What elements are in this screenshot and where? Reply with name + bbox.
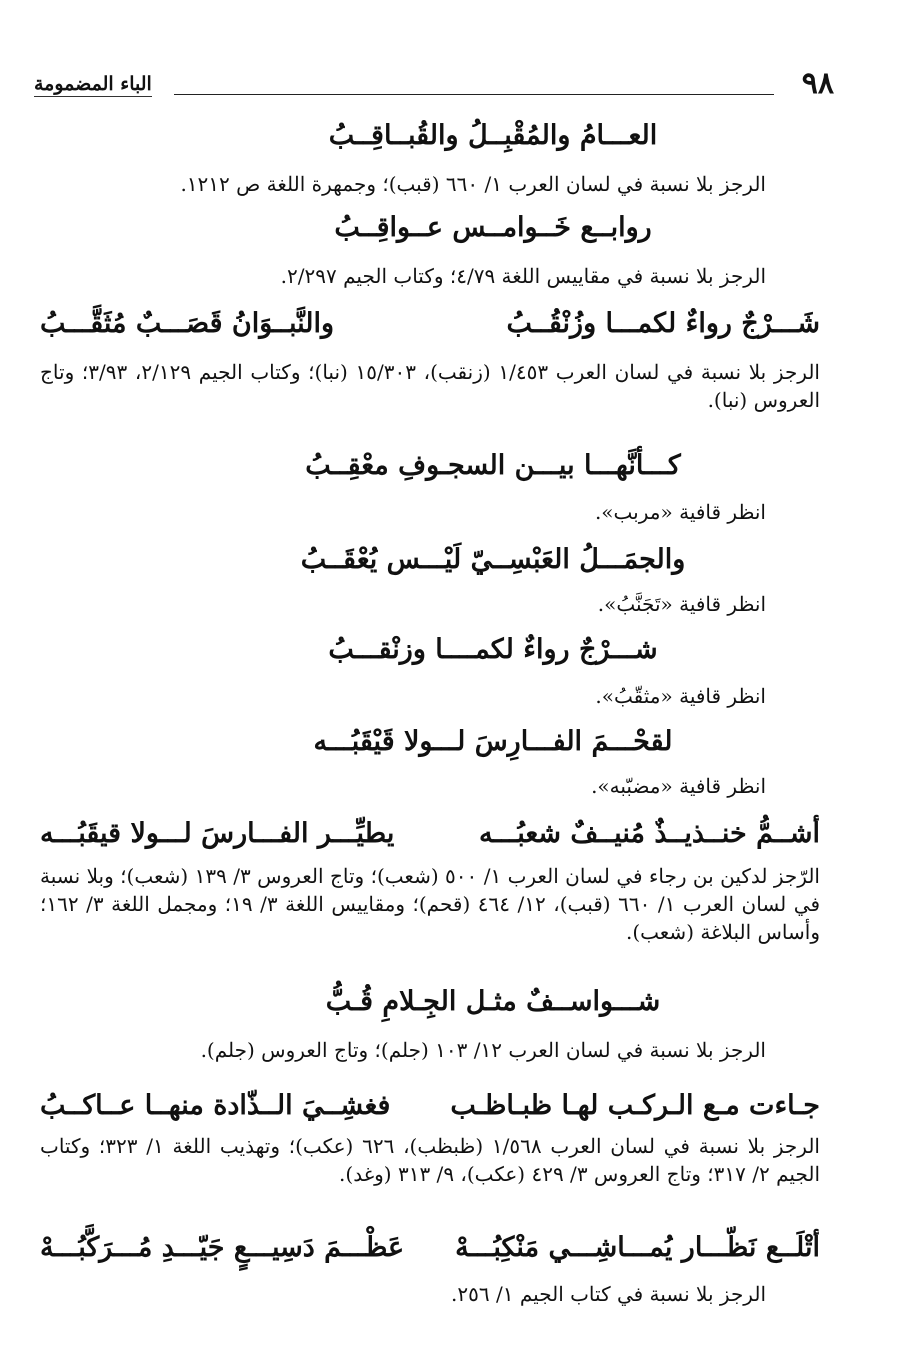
citation-note: الرجز بلا نسبة في لسان العرب ١٢/ ١٠٣ (جلم)؛ وتاج العروس (جلم). bbox=[200, 1038, 766, 1062]
verse-couplet bbox=[40, 306, 820, 342]
verse-line: شـــرْجٌ رواءٌ لكمــــا وزنْقـــبُ bbox=[328, 634, 658, 665]
running-title: الباء المضمومة bbox=[34, 73, 152, 95]
verse-line: كـــأنَّهـــا بيـــن السجـوفِ معْقِــبُ bbox=[305, 450, 681, 481]
citation-note: الرجز بلا نسبة في لسان العرب ١/ ٦٦٠ (قبب)؛ وجمهرة اللغة ص ١٢١٢. bbox=[180, 172, 766, 196]
cross-reference-note: انظر قافية «مثقّبُ». bbox=[595, 684, 766, 708]
citation-note: الرجز بلا نسبة في مقاييس اللغة ٤/٧٩؛ وكتاب الجيم ٢/٢٩٧. bbox=[280, 264, 766, 288]
hemistich-right: جـاءت مـع الـركـب لهـا ظبـاظـب bbox=[450, 1090, 820, 1121]
hemistich-right: شَـــرْجٌ رواءٌ لكمـــا وزُنْقُــبُ bbox=[506, 308, 820, 339]
verse-line: لقحْـــمَ الفـــارِسَ لـــولا قَيْقَبُـــه bbox=[313, 726, 673, 757]
page-header bbox=[34, 66, 834, 106]
citation-note: الرجز بلا نسبة في لسان العرب ١/٥٦٨ (ظبظب)، ٦٢٦ (عكب)؛ وتهذيب اللغة ١/ ٣٢٣؛ وكتاب الجيم ٢/ ٣١٧؛ وتاج العروس ٣/ ٤٢٩ (عكب)، ٩/ ٣١٣ (وغد). bbox=[40, 1134, 820, 1186]
verse-line: العـــامُ والمُقْبِــلُ والقُبــاقِــبُ bbox=[328, 120, 658, 151]
verse-line: روابــع خَــوامــس عــواقِــبُ bbox=[334, 212, 652, 243]
verse-couplet bbox=[40, 1088, 820, 1124]
cross-reference-note: انظر قافية «تَجَنَّبُ». bbox=[597, 592, 766, 616]
page-number: ٩٨ bbox=[801, 66, 834, 101]
cross-reference-note: انظر قافية «مربب». bbox=[594, 500, 766, 524]
hemistich-left: يطيِّـــر الفـــارسَ لـــولا قيقَبُـــه bbox=[40, 818, 395, 849]
verse-line: شـــواســفٌ مثـل الجِـلامِ قُـبُّ bbox=[325, 986, 661, 1017]
hemistich-left: والنَّبــوَانُ قَصَـــبٌ مُثَقَّـــبُ bbox=[40, 308, 335, 339]
header-rule bbox=[174, 94, 774, 95]
verse-line: والجمَـــلُ العَبْسِــيّ لَيْـــس يُعْقَــبُ bbox=[300, 544, 686, 575]
citation-note: الرجز بلا نسبة في لسان العرب ١/٤٥٣ (زنقب)، ١٥/٣٠٣ (نبا)؛ وكتاب الجيم ٢/١٢٩، ٣/٩٣؛ وتاج العروس (نبا). bbox=[40, 360, 820, 412]
cross-reference-note: انظر قافية «مضبّبه». bbox=[591, 774, 766, 798]
hemistich-left: عَظْـــمَ دَسِيـــعٍ جَيّـــدِ مُـــرَكَّبُـــهْ bbox=[40, 1232, 405, 1263]
verse-couplet bbox=[40, 816, 820, 852]
hemistich-right: أتْلَــع نَظّـــار يُمـــاشِـــي مَنْكِبُـــهْ bbox=[455, 1232, 820, 1263]
citation-note: الرّجز لدكين بن رجاء في لسان العرب ١/ ٥٠٠ (شعب)؛ وتاج العروس ٣/ ١٣٩ (شعب)؛ وبلا نسبة في لسان العرب ١/ ٦٦٠ (قبب)، ١٢/ ٤٦٤ (قحم)؛ ومقاييس اللغة ٣/ ١٩؛ ومجمل اللغة ٣/ ١٦٢؛ وأساس البلاغة (شعب). bbox=[40, 864, 821, 944]
verse-couplet bbox=[40, 1230, 820, 1266]
citation-note: الرجز بلا نسبة في كتاب الجيم ١/ ٢٥٦. bbox=[451, 1282, 766, 1306]
hemistich-right: أشــمُّ خنــذيــذٌ مُنيــفٌ شعبُـــه bbox=[479, 818, 820, 849]
hemistich-left: فغشِــيَ الــذّادة منهــا عــاكــبُ bbox=[40, 1090, 391, 1121]
